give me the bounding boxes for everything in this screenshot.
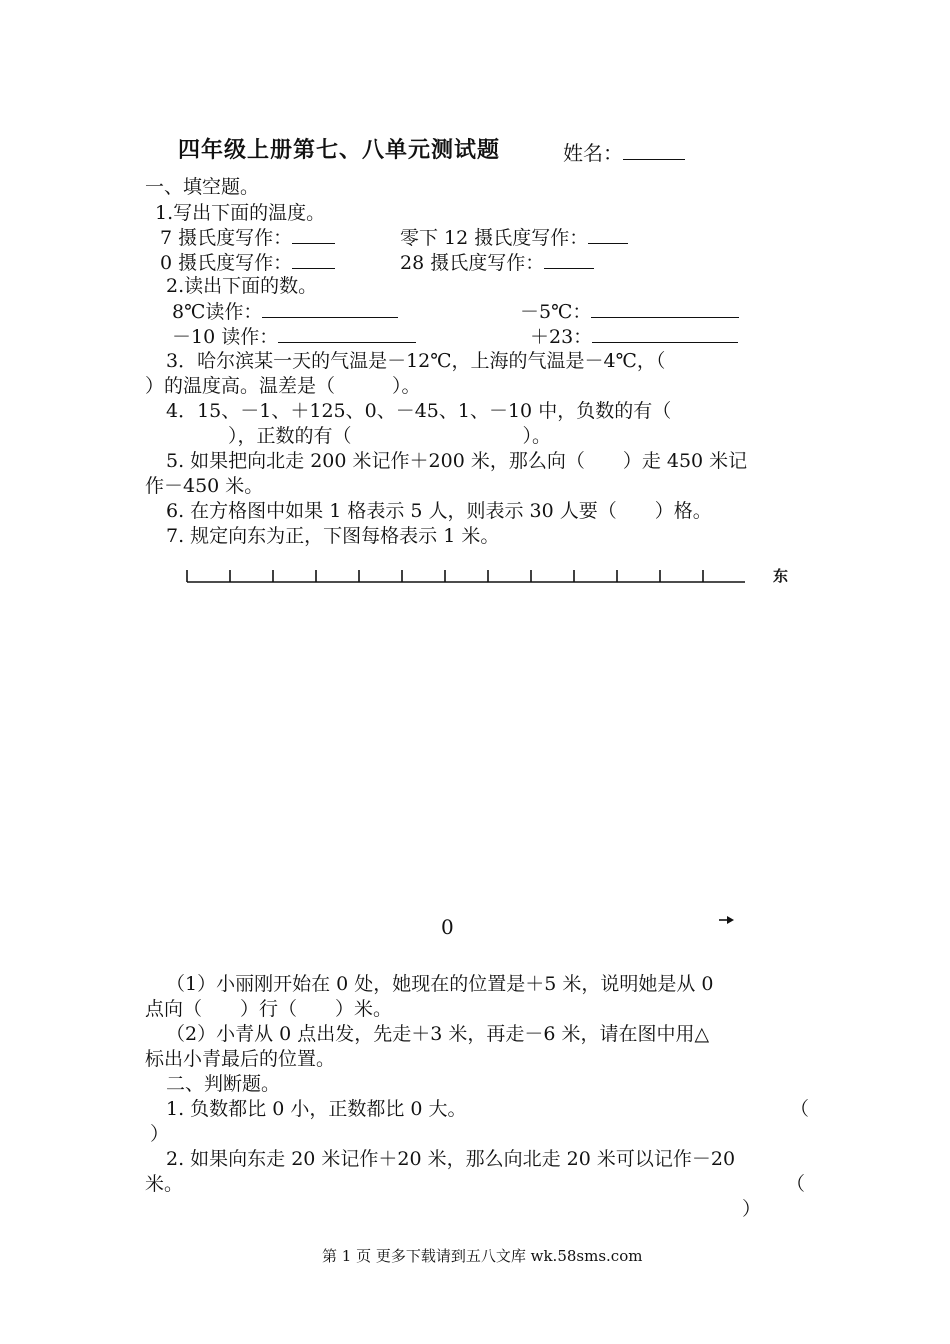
q1-b-label: 零下 12 摄氏度写作： bbox=[400, 227, 589, 249]
name-label: 姓名： bbox=[563, 141, 623, 165]
number-line bbox=[185, 566, 745, 586]
q1-a-label: 7 摄氏度写作： bbox=[160, 227, 293, 249]
q7-sub2-line1: （2）小青从 0 点出发，先走＋3 米，再走－6 米，请在图中用△ bbox=[166, 1023, 710, 1045]
page-footer: 第 1 页 更多下载请到五八文库 wk.58sms.com bbox=[322, 1247, 643, 1265]
q1-item-d bbox=[400, 250, 594, 275]
q2-item-b bbox=[520, 299, 739, 324]
arrow-right-icon bbox=[719, 914, 735, 926]
q2-c-label: －10 读作： bbox=[172, 326, 279, 348]
q4-line2: ），正数的有（ ）。 bbox=[228, 425, 552, 447]
q7-sub1-line1: （1）小丽刚开始在 0 处，她现在的位置是＋5 米，说明她是从 0 bbox=[166, 973, 714, 995]
q2-a-label: 8℃读作： bbox=[172, 301, 263, 323]
q1-item-c bbox=[160, 250, 335, 275]
q1-b-blank[interactable] bbox=[588, 225, 628, 244]
judge-q1-paren-open[interactable]: （ bbox=[790, 1098, 810, 1120]
section2-heading: 二、判断题。 bbox=[166, 1073, 281, 1095]
q1-c-blank[interactable] bbox=[292, 250, 335, 269]
q1-item-a bbox=[160, 225, 335, 250]
q1-d-blank[interactable] bbox=[544, 250, 594, 269]
q2-prompt: 2.读出下面的数。 bbox=[166, 275, 318, 297]
q2-item-c bbox=[172, 324, 416, 349]
judge-q2-line2: 米。 bbox=[145, 1173, 184, 1195]
q2-c-blank[interactable] bbox=[278, 324, 416, 343]
judge-q2-line1: 2. 如果向东走 20 米记作＋20 米，那么向北走 20 米可以记作－20 bbox=[166, 1148, 736, 1170]
q2-item-a bbox=[172, 299, 398, 324]
q7-prompt: 7. 规定向东为正，下图每格表示 1 米。 bbox=[166, 525, 500, 547]
q2-d-blank[interactable] bbox=[592, 324, 738, 343]
east-label: 东 bbox=[773, 567, 789, 585]
q1-c-label: 0 摄氏度写作： bbox=[160, 252, 293, 274]
q2-b-blank[interactable] bbox=[591, 299, 739, 318]
zero-label: 0 bbox=[441, 915, 454, 939]
q7-sub1-line2: 点向（ ）行（ ）米。 bbox=[145, 998, 393, 1020]
q2-b-label: －5℃： bbox=[520, 301, 592, 323]
name-blank[interactable] bbox=[623, 141, 685, 160]
section1-heading: 一、填空题。 bbox=[145, 176, 260, 198]
page-title: 四年级上册第七、八单元测试题 bbox=[178, 137, 501, 163]
q6-text: 6. 在方格图中如果 1 格表示 5 人，则表示 30 人要（ ）格。 bbox=[166, 500, 712, 522]
judge-q1-paren-close: ） bbox=[150, 1123, 170, 1145]
q7-sub2-line2: 标出小青最后的位置。 bbox=[145, 1048, 336, 1070]
judge-q2-paren-open[interactable]: （ bbox=[786, 1173, 806, 1195]
q1-prompt: 1.写出下面的温度。 bbox=[155, 202, 326, 224]
q2-item-d bbox=[530, 324, 738, 349]
q1-d-label: 28 摄氏度写作： bbox=[400, 252, 545, 274]
judge-q1-text: 1. 负数都比 0 小，正数都比 0 大。 bbox=[166, 1098, 467, 1120]
q1-item-b bbox=[400, 225, 628, 250]
q5-line1: 5. 如果把向北走 200 米记作＋200 米，那么向（ ）走 450 米记 bbox=[166, 450, 748, 472]
judge-q2-paren-close: ） bbox=[742, 1198, 762, 1220]
q1-a-blank[interactable] bbox=[292, 225, 335, 244]
q2-a-blank[interactable] bbox=[262, 299, 398, 318]
q5-line2: 作－450 米。 bbox=[145, 475, 264, 497]
q2-d-label: ＋23： bbox=[530, 326, 593, 348]
name-field bbox=[563, 141, 685, 165]
q3-line1: 3．哈尔滨某一天的气温是－12℃，上海的气温是－4℃，（ bbox=[166, 350, 666, 372]
q4-line1: 4．15、－1、＋125、0、－45、1、－10 中，负数的有（ bbox=[166, 400, 672, 422]
q3-line2: ）的温度高。温差是（ ）。 bbox=[145, 375, 421, 397]
